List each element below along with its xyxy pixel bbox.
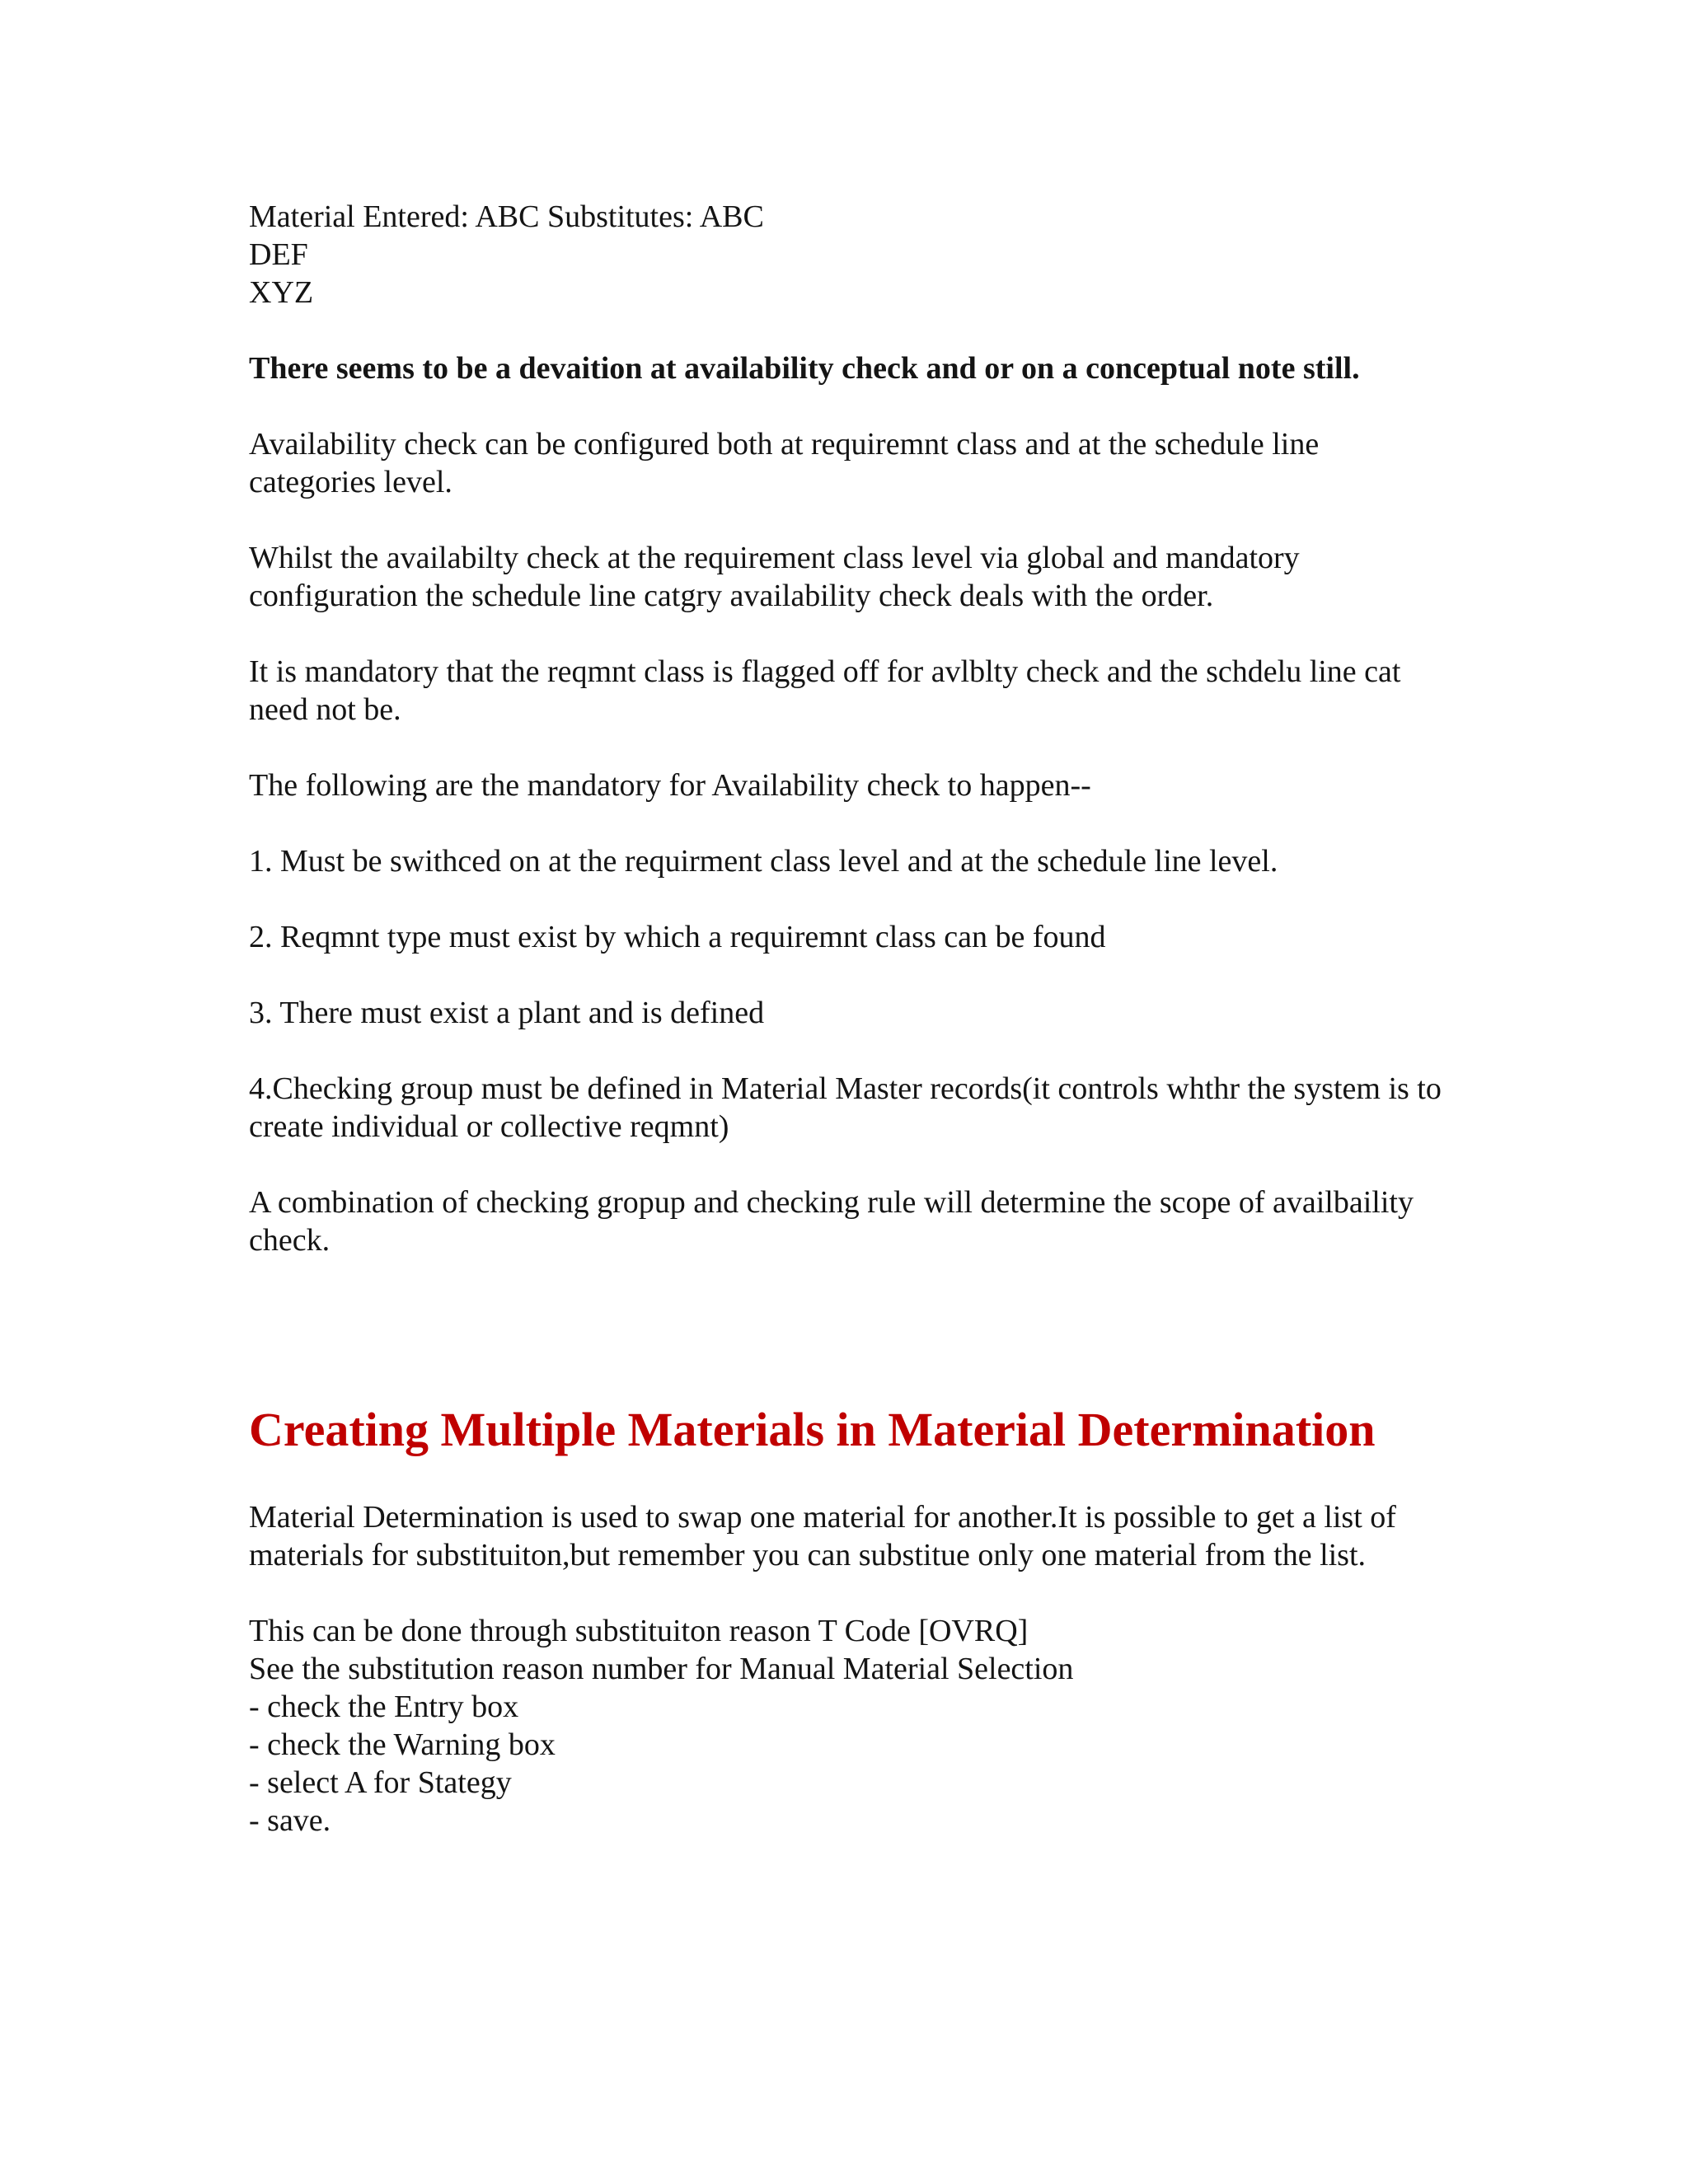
intro-line: XYZ bbox=[249, 275, 314, 310]
step-line: - save. bbox=[249, 1803, 331, 1838]
paragraph: The following are the mandatory for Availability check to happen-- bbox=[249, 768, 1091, 803]
step-line: See the substitution reason number for Manual Material Selection bbox=[249, 1652, 1074, 1686]
list-item: 4.Checking group must be defined in Material Master records(it controls whthr the system is to create individual or collective reqmnt) bbox=[249, 1071, 1442, 1144]
paragraph: A combination of checking gropup and checking rule will determine the scope of availbaility check. bbox=[249, 1185, 1414, 1258]
step-line: - check the Warning box bbox=[249, 1727, 556, 1762]
lower-content bbox=[249, 1498, 1452, 1840]
intro-line: DEF bbox=[249, 237, 308, 272]
step-line: - check the Entry box bbox=[249, 1690, 519, 1724]
section-heading: Creating Multiple Materials in Material Determination bbox=[249, 1403, 1376, 1456]
intro-line: Material Entered: ABC Substitutes: ABC bbox=[249, 199, 764, 234]
upper-content bbox=[249, 198, 1452, 1259]
paragraph: Whilst the availabilty check at the requirement class level via global and mandatory configuration the schedule line catgry availability check deals with the order. bbox=[249, 541, 1300, 613]
paragraph: It is mandatory that the reqmnt class is flagged off for avlblty check and the schdelu line cat need not be. bbox=[249, 654, 1401, 727]
list-item: 3. There must exist a plant and is defined bbox=[249, 996, 765, 1030]
list-item: 1. Must be swithced on at the requirment class level and at the schedule line level. bbox=[249, 844, 1278, 879]
list-item: 2. Reqmnt type must exist by which a requiremnt class can be found bbox=[249, 920, 1106, 954]
step-line: - select A for Stategy bbox=[249, 1765, 512, 1800]
step-line: This can be done through substituiton reason T Code [OVRQ] bbox=[249, 1614, 1029, 1648]
paragraph: Availability check can be configured both at requiremnt class and at the schedule line categories level. bbox=[249, 427, 1320, 499]
section-paragraph: Material Determination is used to swap one material for another.It is possible to get a list of materials for substituiton,but remember you can substitue only one material from the list. bbox=[249, 1500, 1396, 1572]
bold-statement: There seems to be a devaition at availability check and or on a conceptual note still. bbox=[249, 351, 1360, 386]
